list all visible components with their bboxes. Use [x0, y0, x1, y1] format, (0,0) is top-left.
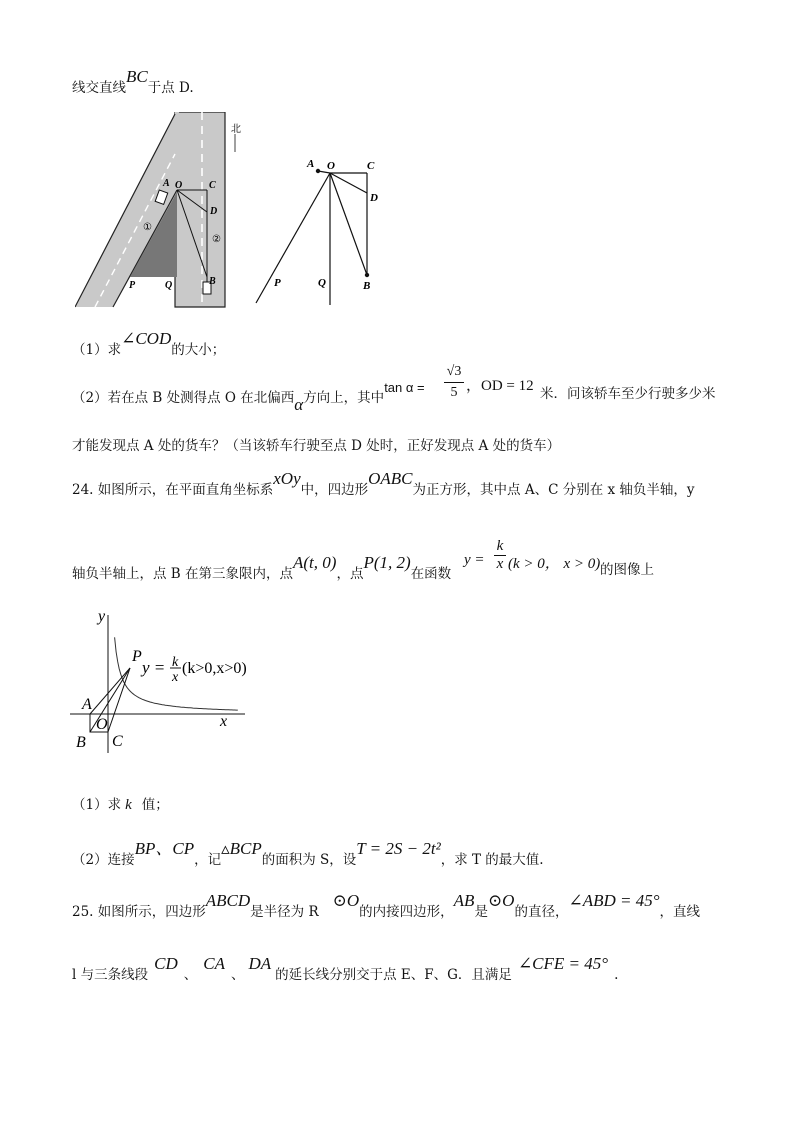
label-o: O [175, 180, 183, 191]
label-a: A [163, 178, 170, 189]
text: 在函数 [410, 566, 452, 582]
eq-y: y = [142, 658, 166, 677]
text-suffix: 于点 D. [147, 80, 194, 96]
math-bc: BC [126, 67, 148, 86]
point-a [316, 169, 320, 173]
text: 的直径， [514, 904, 569, 920]
label-x: x [220, 713, 228, 730]
road-figure [75, 112, 245, 310]
math-ca: CA [203, 954, 225, 973]
text: 为正方形，其中点 A、C 分别在 x 轴负半轴，y [412, 482, 695, 498]
label-circle-one: ① [143, 222, 152, 233]
label-p: P [274, 277, 281, 289]
frac-numerator: √3 [446, 364, 462, 379]
line-ob [330, 173, 367, 275]
north-label: 北 [231, 124, 241, 135]
label-p: P [132, 648, 142, 665]
hyperbola-graph [70, 605, 270, 755]
line-ap [90, 668, 130, 714]
label-b: B [209, 276, 216, 287]
label-d: D [370, 192, 378, 204]
label-o: O [327, 160, 335, 172]
text: 是半径为 R [250, 904, 319, 920]
text: （1）求 [72, 797, 122, 813]
math-alpha: α [294, 395, 304, 414]
continuation-line [72, 67, 194, 96]
label-q: Q [318, 277, 326, 289]
q23-part2 [72, 380, 425, 414]
q24-line2 [72, 553, 452, 582]
q24-part1 [72, 798, 169, 813]
text: l 与三条线段 [72, 967, 149, 983]
math-y: y = [464, 552, 485, 568]
text: ，记 [194, 852, 222, 868]
label-circle-two: ② [212, 234, 221, 245]
label-p: P [129, 280, 136, 291]
label-d: D [210, 206, 218, 217]
text: （1）求 [72, 342, 122, 358]
label-a: A [82, 696, 92, 713]
label-c: C [112, 733, 123, 750]
math-point-p: P(1, 2) [363, 553, 411, 572]
text: 轴负半轴上，点 B 在第三象限内，点 [72, 566, 294, 582]
q24-part2 [72, 839, 544, 868]
text: 、 [183, 967, 198, 983]
text: 、 [230, 967, 245, 983]
label-a: A [307, 158, 315, 170]
text-tail: 的图像上 [600, 562, 654, 578]
q25-line2 [72, 954, 619, 983]
math-condition: (k > 0， x > 0) [508, 556, 601, 572]
label-c: C [209, 180, 216, 191]
point-b [365, 273, 369, 277]
text: 的内接四边形， [359, 904, 454, 920]
math-angle-cod: ∠COD [121, 329, 172, 348]
label-b: B [76, 734, 86, 751]
math-cd: CD [154, 954, 178, 973]
q24-line1 [72, 469, 695, 498]
frac-denominator: 5 [444, 382, 464, 401]
frac-denominator: x [494, 555, 506, 573]
text: ，求 T 的最大值. [440, 852, 544, 868]
fraction-kx [494, 538, 506, 573]
math-abcd: ABCD [205, 891, 251, 910]
text: . [614, 967, 619, 983]
math-tan: tan α = [384, 380, 425, 395]
text-prefix: 线交直线 [72, 80, 126, 96]
frac-numerator: k [496, 538, 504, 554]
math-od: ，OD = 12 [466, 378, 534, 394]
label-c: C [367, 160, 375, 172]
q23-part1 [72, 329, 226, 358]
text: 值； [141, 797, 169, 813]
math-triangle-bcp: ▵BCP [221, 839, 262, 858]
text: （2）连接 [72, 852, 135, 868]
fraction-tan [444, 364, 464, 401]
eq-condition: (k>0,x>0) [182, 660, 247, 677]
text: ，点 [336, 566, 364, 582]
math-bp-cp: BP、CP [134, 839, 195, 858]
text: 的大小； [171, 342, 226, 358]
math-circle-o-2: ⊙O [487, 891, 515, 910]
label-y: y [98, 608, 106, 625]
text: 24. 如图所示，在平面直角坐标系 [72, 482, 274, 498]
math-point-a: A(t, 0) [293, 553, 337, 572]
text: 的延长线分别交于点 E、F、G．且满足 [275, 967, 512, 983]
math-xoy: xOy [273, 469, 301, 488]
math-da: DA [248, 954, 272, 973]
line-figure [252, 155, 392, 307]
q25-line1 [72, 891, 701, 920]
text-suffix: 米．问该轿车至少行驶多少米 [540, 386, 716, 402]
label-o: O [96, 716, 108, 733]
math-angle-cfe: ∠CFE = 45° [517, 954, 609, 973]
math-k: k [125, 797, 132, 813]
eq-k: k [172, 655, 179, 670]
vertical-road [175, 112, 225, 307]
math-circle-o: ⊙O [332, 891, 360, 910]
math-angle-abd: ∠ABD = 45° [568, 891, 660, 910]
q23-part2-cont: 才能发现点 A 处的货车？（当该轿车行驶至点 D 处时，正好发现点 A 处的货车） [72, 438, 561, 454]
text: 是 [474, 904, 488, 920]
text: 的面积为 S，设 [261, 852, 357, 868]
text: 中，四边形 [300, 482, 369, 498]
line-cp [108, 668, 130, 732]
math-ab: AB [453, 891, 475, 910]
label-b: B [363, 280, 371, 292]
eq-x: x [172, 670, 179, 685]
math-oabc: OABC [368, 469, 413, 488]
text: （2）若在点 B 处测得点 O 在北偏西 [72, 390, 295, 406]
label-q: Q [165, 280, 173, 291]
text: ，直线 [659, 904, 701, 920]
math-t-equation: T = 2S − 2t² [356, 839, 441, 858]
text: 方向上，其中 [303, 390, 385, 406]
text: 25. 如图所示，四边形 [72, 904, 206, 920]
